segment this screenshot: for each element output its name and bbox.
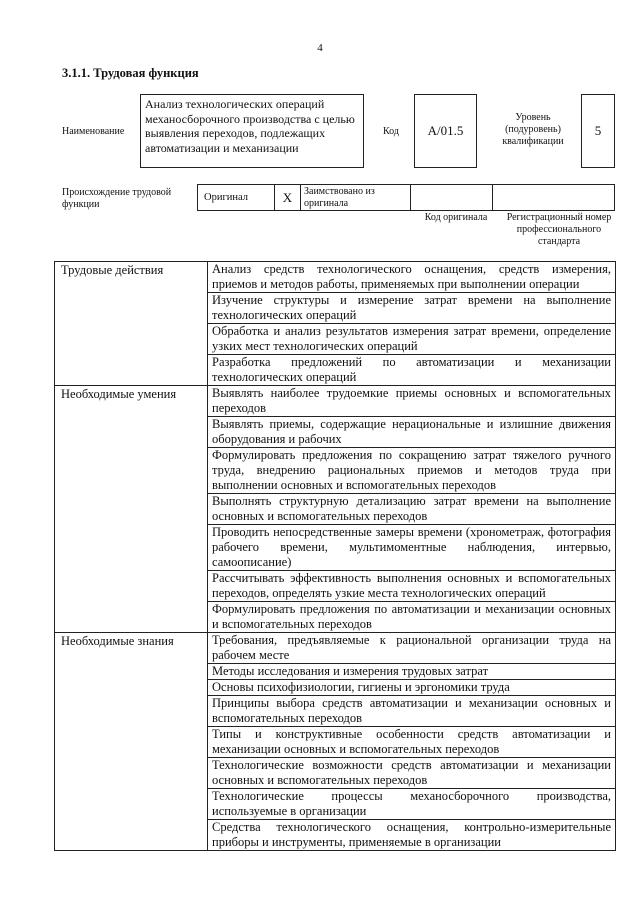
required-skills-item: Выявлять приемы, содержащие нерациональные и излишние движения оборудования и рабочих	[208, 417, 616, 448]
table-row	[55, 262, 616, 293]
labor-actions-heading: Трудовые действия	[55, 262, 208, 386]
required-skills-item: Выполнять структурную детализацию затрат времени на выполнение основных и вспомогательных переходов	[208, 494, 616, 525]
function-code-field: A/01.5	[414, 94, 477, 168]
original-mark: X	[275, 185, 301, 210]
required-knowledge-item: Принципы выбора средств автоматизации и механизации основных и вспомогательных переходов	[208, 696, 616, 727]
section-title: 3.1.1. Трудовая функция	[62, 66, 199, 80]
required-knowledge-item: Методы исследования и измерения трудовых затрат	[208, 664, 616, 680]
registration-number-cell	[493, 184, 615, 211]
required-knowledge-item: Требования, предъявляемые к рациональной организации труда на рабочем месте	[208, 633, 616, 664]
original-label: Оригинал	[198, 185, 275, 210]
labor-actions-item: Обработка и анализ результатов измерения затрат времени, определение узких мест технологических операций	[208, 324, 616, 355]
name-label: Наименование	[62, 126, 125, 137]
labor-actions-item: Изучение структуры и измерение затрат времени на выполнение технологических операций	[208, 293, 616, 324]
required-skills-item: Формулировать предложения по автоматизации и механизации основных и вспомогательных переходов	[208, 602, 616, 633]
function-name-field: Анализ технологических операций механосборочного производства с целью выявления переходов, подлежащих автоматизации и механизации	[140, 94, 364, 168]
function-details-table	[54, 261, 616, 851]
required-knowledge-item: Технологические процессы механосборочного производства, используемые в организации	[208, 789, 616, 820]
code-label: Код	[383, 126, 399, 137]
page-number: 4	[317, 42, 323, 54]
required-skills-heading: Необходимые умения	[55, 386, 208, 633]
required-skills-item: Выявлять наиболее трудоемкие приемы основных и вспомогательных переходов	[208, 386, 616, 417]
required-knowledge-item: Основы психофизиологии, гигиены и эргономики труда	[208, 680, 616, 696]
qualification-level-label: Уровень (подуровень) квалификации	[502, 112, 564, 147]
labor-actions-item: Разработка предложений по автоматизации и механизации технологических операций	[208, 355, 616, 386]
original-code-caption: Код оригинала	[424, 212, 488, 223]
borrowed-label: Заимствовано из оригинала	[301, 185, 411, 210]
required-knowledge-item: Средства технологического оснащения, контрольно-измерительные приборы и инструменты, применяемые в организации	[208, 820, 616, 851]
table-row	[55, 386, 616, 417]
required-skills-item: Проводить непосредственные замеры времени (хронометраж, фотография рабочего времени, мультимоментные наблюдения, интервью, самоописание)	[208, 525, 616, 571]
original-code-cell	[411, 185, 492, 210]
qualification-level-field: 5	[581, 94, 615, 168]
required-knowledge-item: Типы и конструктивные особенности средств автоматизации и механизации основных и вспомогательных переходов	[208, 727, 616, 758]
origin-label: Происхождение трудовой функции	[62, 187, 172, 210]
registration-number-caption: Регистрационный номер профессионального стандарта	[506, 212, 612, 247]
required-knowledge-item: Технологические возможности средств автоматизации и механизации основных и вспомогательных переходов	[208, 758, 616, 789]
table-row	[55, 633, 616, 664]
labor-actions-item: Анализ средств технологического оснащения, средств измерения, приемов и методов работы, применяемых при выполнении операции	[208, 262, 616, 293]
origin-row	[197, 184, 493, 211]
required-skills-item: Рассчитывать эффективность выполнения основных и вспомогательных переходов, определять узкие места технологических операций	[208, 571, 616, 602]
required-skills-item: Формулировать предложения по сокращению затрат тяжелого ручного труда, внедрению рациональных приемов и методов труда при выполнении основных и вспомогательных переходов	[208, 448, 616, 494]
required-knowledge-heading: Необходимые знания	[55, 633, 208, 851]
